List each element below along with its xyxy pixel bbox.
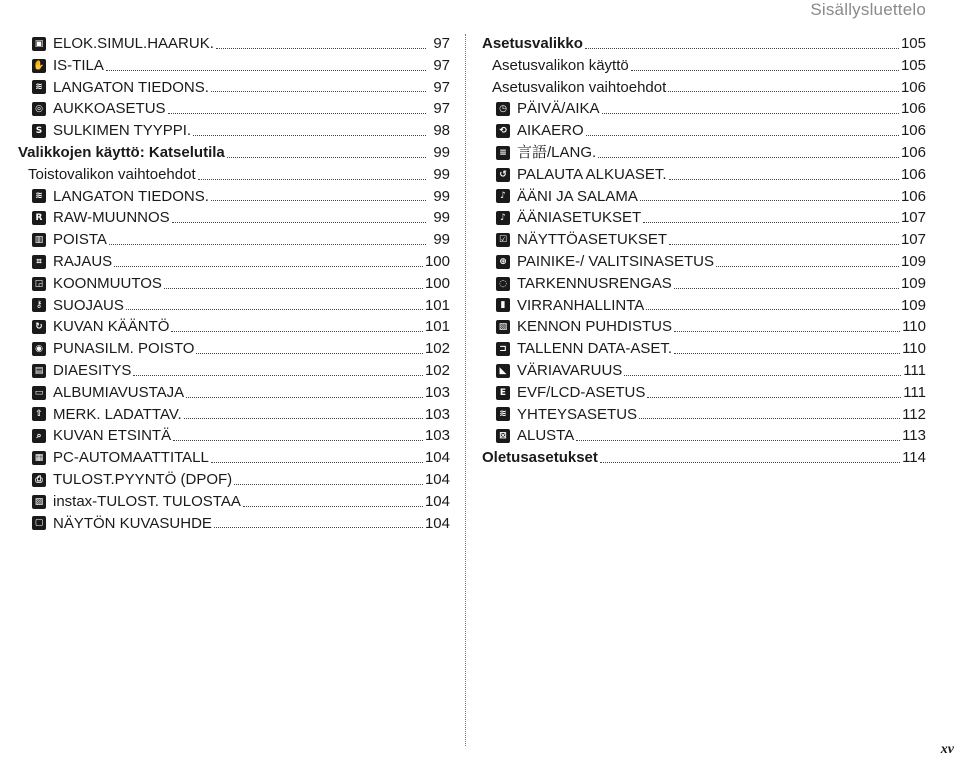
dot-leader bbox=[106, 69, 426, 71]
toc-entry[interactable] bbox=[482, 447, 926, 469]
toc-entry-label: KENNON PUHDISTUS bbox=[517, 318, 673, 336]
dot-leader bbox=[164, 287, 423, 289]
dot-leader bbox=[674, 352, 900, 354]
is-tila-icon: ✋ bbox=[33, 60, 45, 71]
toc-entry-page: 114 bbox=[902, 449, 926, 467]
toc-entry-page: 106 bbox=[900, 187, 926, 205]
toc-entry-page: 97 bbox=[433, 35, 450, 52]
toc-entry-label: Asetusvalikon käyttö bbox=[492, 56, 629, 74]
toc-entry[interactable] bbox=[482, 338, 926, 360]
dot-leader bbox=[211, 461, 423, 463]
toc-entry-label: Valikkojen käyttö: Katselutila bbox=[18, 143, 225, 161]
toc-entry-page: 109 bbox=[900, 274, 926, 292]
dot-leader bbox=[640, 199, 899, 201]
toc-entry-label: Asetusvalikon vaihtoehdot bbox=[492, 78, 667, 96]
toc-entry[interactable] bbox=[482, 120, 926, 142]
toc-entry-label: POISTA bbox=[53, 231, 107, 249]
toc-entry-label: PAINIKE-/ VALITSINASETUS bbox=[517, 252, 714, 270]
toc-entry[interactable] bbox=[18, 273, 450, 295]
toc-entry-page: 98 bbox=[433, 122, 450, 140]
toc-entry[interactable] bbox=[482, 273, 926, 295]
elok-simul-haaruk-icon: ▣ bbox=[32, 37, 46, 51]
button-dial-icon: ⊕ bbox=[496, 255, 510, 269]
toc-entry-label: PALAUTA ALKUASET. bbox=[517, 165, 667, 183]
toc-entry[interactable] bbox=[18, 295, 450, 317]
toc-entry-label: MERK. LADATTAV. bbox=[53, 405, 182, 423]
shutter-icon: S bbox=[32, 124, 46, 138]
dot-leader bbox=[216, 47, 426, 49]
dot-leader bbox=[631, 69, 899, 71]
dot-leader bbox=[168, 112, 426, 114]
dot-leader bbox=[133, 374, 423, 376]
toc-entry-page: 106 bbox=[900, 100, 926, 118]
toc-entry-label: YHTEYSASETUS bbox=[517, 405, 638, 423]
dot-leader bbox=[214, 526, 423, 528]
toc-entry[interactable] bbox=[482, 55, 926, 77]
dot-leader bbox=[643, 221, 899, 223]
dot-leader bbox=[211, 90, 426, 92]
dot-leader bbox=[674, 287, 899, 289]
toc-entry-label: EVF/LCD-ASETUS bbox=[517, 383, 646, 401]
toc-entry[interactable] bbox=[482, 382, 926, 404]
toc-entry-page: 103 bbox=[424, 383, 450, 401]
toc-entry-page: 103 bbox=[424, 405, 450, 423]
toc-entry-page: 111 bbox=[903, 361, 926, 379]
toc-entry-label: ALUSTA bbox=[517, 427, 575, 445]
toc-entry-label: LANGATON TIEDONS. bbox=[53, 187, 209, 205]
dot-leader bbox=[173, 439, 423, 441]
screen-settings-icon: ☑ bbox=[496, 233, 510, 247]
dot-leader bbox=[109, 243, 426, 245]
toc-entry[interactable] bbox=[482, 425, 926, 447]
dot-leader bbox=[600, 461, 900, 463]
dot-leader bbox=[576, 439, 900, 441]
print-order-icon: ⎙ bbox=[32, 473, 46, 487]
color-space-icon: ◣ bbox=[496, 364, 510, 378]
toc-entry-page: 106 bbox=[900, 165, 926, 183]
toc-entry-label: PUNASILM. POISTO bbox=[53, 340, 195, 358]
toc-entry-page: 97 bbox=[433, 100, 450, 118]
toc-entry[interactable] bbox=[18, 120, 450, 142]
toc-entry[interactable] bbox=[18, 404, 450, 426]
toc-entry-label: PÄIVÄ/AIKA bbox=[517, 100, 600, 118]
toc-entry-page: 101 bbox=[424, 318, 450, 336]
toc-entry-page: 99 bbox=[433, 143, 450, 161]
toc-entry-page: 105 bbox=[900, 35, 926, 52]
toc-entry[interactable] bbox=[18, 186, 450, 208]
toc-entry-label: SUOJAUS bbox=[53, 296, 124, 314]
toc-entry-label: AUKKOASETUS bbox=[53, 100, 166, 118]
toc-entry[interactable] bbox=[482, 33, 926, 55]
toc-entry-page: 99 bbox=[433, 231, 450, 249]
toc-entry-page: 113 bbox=[902, 427, 926, 445]
toc-entry[interactable] bbox=[18, 491, 450, 513]
dot-leader bbox=[668, 90, 899, 92]
toc-entry-label: LANGATON TIEDONS. bbox=[53, 78, 209, 96]
dot-leader bbox=[585, 47, 899, 49]
dot-leader bbox=[674, 330, 900, 332]
toc-entry[interactable] bbox=[482, 251, 926, 273]
toc-entry[interactable] bbox=[482, 77, 926, 99]
toc-entry-page: 107 bbox=[900, 209, 926, 227]
toc-entry-page: 97 bbox=[433, 78, 450, 96]
toc-entry[interactable] bbox=[482, 142, 926, 164]
rotate-icon: ↻ bbox=[32, 320, 46, 334]
dot-leader bbox=[114, 265, 423, 267]
toc-entry-page: 99 bbox=[433, 165, 450, 183]
toc-right-column bbox=[482, 33, 926, 469]
dot-leader bbox=[647, 396, 901, 398]
wireless-icon: ≋ bbox=[496, 407, 510, 421]
toc-entry-page: 106 bbox=[900, 143, 926, 161]
key-icon: ⚷ bbox=[32, 298, 46, 312]
toc-entry[interactable] bbox=[18, 207, 450, 229]
toc-entry-page: 99 bbox=[433, 187, 450, 205]
toc-entry-label: KUVAN ETSINTÄ bbox=[53, 427, 172, 445]
toc-entry[interactable] bbox=[482, 360, 926, 382]
toc-entry-label: RAJAUS bbox=[53, 252, 113, 270]
dot-leader bbox=[211, 199, 426, 201]
dot-leader bbox=[243, 505, 423, 507]
focus-ring-icon: ◌ bbox=[496, 277, 510, 291]
toc-entry[interactable] bbox=[18, 251, 450, 273]
battery-icon: ▮ bbox=[496, 298, 510, 312]
toc-entry-page: 105 bbox=[900, 56, 926, 74]
toc-entry-page: 109 bbox=[900, 296, 926, 314]
page-number: xv bbox=[940, 742, 954, 757]
toc-entry[interactable] bbox=[18, 513, 450, 535]
toc-entry[interactable] bbox=[18, 382, 450, 404]
trash-icon: ▥ bbox=[32, 233, 46, 247]
upload-mark-icon: ⇧ bbox=[32, 407, 46, 421]
toc-entry-page: 110 bbox=[902, 318, 926, 336]
dot-leader bbox=[227, 156, 426, 158]
toc-entry[interactable] bbox=[482, 316, 926, 338]
toc-entry[interactable] bbox=[18, 338, 450, 360]
sound-flash-icon: ♪ bbox=[496, 189, 510, 203]
toc-entry-page: 103 bbox=[424, 427, 450, 445]
dot-leader bbox=[198, 178, 426, 180]
toc-entry-page: 97 bbox=[433, 56, 450, 74]
toc-entry[interactable] bbox=[18, 425, 450, 447]
dot-leader bbox=[234, 483, 423, 485]
dot-leader bbox=[193, 134, 426, 136]
toc-entry-label: TARKENNUSRENGAS bbox=[517, 274, 672, 292]
format-icon: ⊠ bbox=[496, 429, 510, 443]
toc-entry[interactable] bbox=[482, 98, 926, 120]
toc-entry-page: 104 bbox=[424, 449, 450, 467]
dot-leader bbox=[669, 243, 899, 245]
toc-entry-label: VÄRIAVARUUS bbox=[517, 361, 623, 379]
toc-entry-page: 111 bbox=[903, 383, 926, 401]
page-header-title: Sisällysluettelo bbox=[810, 0, 926, 19]
toc-entry-page: 102 bbox=[424, 361, 450, 379]
dot-leader bbox=[171, 330, 423, 332]
dot-leader bbox=[186, 396, 423, 398]
wireless-icon: ≋ bbox=[32, 189, 46, 203]
toc-entry-label: Oletusasetukset bbox=[482, 449, 598, 467]
dot-leader bbox=[184, 417, 423, 419]
toc-entry[interactable] bbox=[482, 186, 926, 208]
dot-leader bbox=[602, 112, 899, 114]
toc-entry-label: VIRRANHALLINTA bbox=[517, 296, 645, 314]
save-data-icon: ⊐ bbox=[496, 342, 510, 356]
toc-entry-label: ÄÄNI JA SALAMA bbox=[517, 187, 638, 205]
toc-entry[interactable] bbox=[18, 77, 450, 99]
toc-entry-label: PC-AUTOMAATTITALL bbox=[53, 449, 209, 467]
toc-entry-label: Asetusvalikko bbox=[482, 35, 583, 52]
raw-icon: R bbox=[32, 211, 46, 225]
dot-leader bbox=[716, 265, 899, 267]
evf-lcd-icon: E bbox=[496, 386, 510, 400]
toc-entry[interactable] bbox=[482, 229, 926, 251]
pc-autosave-icon: ▦ bbox=[32, 451, 46, 465]
sensor-cleaning-icon: ▧ bbox=[496, 320, 510, 334]
dot-leader bbox=[172, 221, 426, 223]
slideshow-icon: ▤ bbox=[32, 364, 46, 378]
dot-leader bbox=[126, 308, 423, 310]
toc-entry[interactable] bbox=[18, 360, 450, 382]
toc-entry[interactable] bbox=[18, 142, 450, 164]
toc-entry-label: TALLENN DATA-ASET. bbox=[517, 340, 673, 358]
toc-entry-label: 言語/LANG. bbox=[517, 143, 597, 161]
toc-entry-page: 100 bbox=[424, 274, 450, 292]
toc-entry-page: 110 bbox=[902, 340, 926, 358]
toc-entry-label: TULOST.PYYNTÖ (DPOF) bbox=[53, 470, 233, 488]
toc-entry-page: 99 bbox=[433, 209, 450, 227]
instax-icon: ▨ bbox=[32, 495, 46, 509]
toc-entry[interactable] bbox=[482, 207, 926, 229]
toc-entry[interactable] bbox=[18, 447, 450, 469]
toc-entry-label: KUVAN KÄÄNTÖ bbox=[53, 318, 170, 336]
time-difference-icon: ⟲ bbox=[496, 124, 510, 138]
toc-entry-page: 104 bbox=[424, 470, 450, 488]
clock-icon: ◷ bbox=[496, 102, 510, 116]
toc-entry-page: 104 bbox=[424, 514, 450, 532]
toc-entry-label: Toistovalikon vaihtoehdot bbox=[28, 165, 196, 183]
toc-entry-page: 106 bbox=[900, 78, 926, 96]
toc-entry-label: DIAESITYS bbox=[53, 361, 132, 379]
dot-leader bbox=[624, 374, 901, 376]
toc-entry-page: 104 bbox=[424, 492, 450, 510]
toc-entry[interactable] bbox=[18, 229, 450, 251]
toc-entry-label: KOONMUUTOS bbox=[53, 274, 162, 292]
toc-entry-page: 100 bbox=[424, 252, 450, 270]
toc-entry[interactable] bbox=[482, 164, 926, 186]
toc-entry-label: AIKAERO bbox=[517, 122, 584, 140]
toc-entry[interactable] bbox=[18, 55, 450, 77]
toc-entry-page: 102 bbox=[424, 340, 450, 358]
dot-leader bbox=[646, 308, 899, 310]
dot-leader bbox=[586, 134, 899, 136]
toc-entry-page: 107 bbox=[900, 231, 926, 249]
toc-entry-label: NÄYTÖN KUVASUHDE bbox=[53, 514, 212, 532]
toc-entry-label: NÄYTTÖASETUKSET bbox=[517, 231, 668, 249]
toc-entry[interactable] bbox=[18, 98, 450, 120]
toc-entry[interactable] bbox=[18, 469, 450, 491]
image-search-icon: ⌕ bbox=[32, 429, 46, 443]
resize-icon: ◲ bbox=[32, 277, 46, 291]
aukkoasetus-icon: ◎ bbox=[32, 102, 46, 116]
music-note-icon: ♪ bbox=[496, 211, 510, 225]
dot-leader bbox=[196, 352, 423, 354]
dot-leader bbox=[598, 156, 899, 158]
toc-entry[interactable] bbox=[18, 164, 450, 186]
toc-entry-label: ELOK.SIMUL.HAARUK. bbox=[53, 35, 214, 52]
toc-entry[interactable] bbox=[482, 404, 926, 426]
toc-entry-label: SULKIMEN TYYPPI. bbox=[53, 122, 192, 140]
dot-leader bbox=[669, 178, 899, 180]
album-icon: ▭ bbox=[32, 386, 46, 400]
toc-entry[interactable] bbox=[18, 33, 450, 55]
toc-entry-page: 101 bbox=[424, 296, 450, 314]
display-aspect-icon: ▢ bbox=[32, 516, 46, 530]
wireless-icon: ≋ bbox=[32, 80, 46, 94]
toc-entry-label: IS-TILA bbox=[53, 56, 104, 74]
column-divider bbox=[465, 34, 466, 746]
language-icon: ≡ bbox=[496, 146, 510, 160]
toc-entry-label: RAW-MUUNNOS bbox=[53, 209, 170, 227]
crop-icon: ⌗ bbox=[32, 255, 46, 269]
toc-entry[interactable] bbox=[482, 295, 926, 317]
toc-entry-label: ÄÄNIASETUKSET bbox=[517, 209, 642, 227]
toc-left-column bbox=[18, 33, 450, 534]
toc-entry-page: 109 bbox=[900, 252, 926, 270]
red-eye-icon: ◉ bbox=[32, 342, 46, 356]
dot-leader bbox=[639, 417, 900, 419]
toc-entry-label: instax-TULOST. TULOSTAA bbox=[53, 492, 241, 510]
toc-entry-page: 112 bbox=[902, 405, 926, 423]
toc-entry[interactable] bbox=[18, 316, 450, 338]
toc-entry-page: 106 bbox=[900, 122, 926, 140]
toc-entry-label: ALBUMIAVUSTAJA bbox=[53, 383, 185, 401]
reset-icon: ↺ bbox=[496, 168, 510, 182]
